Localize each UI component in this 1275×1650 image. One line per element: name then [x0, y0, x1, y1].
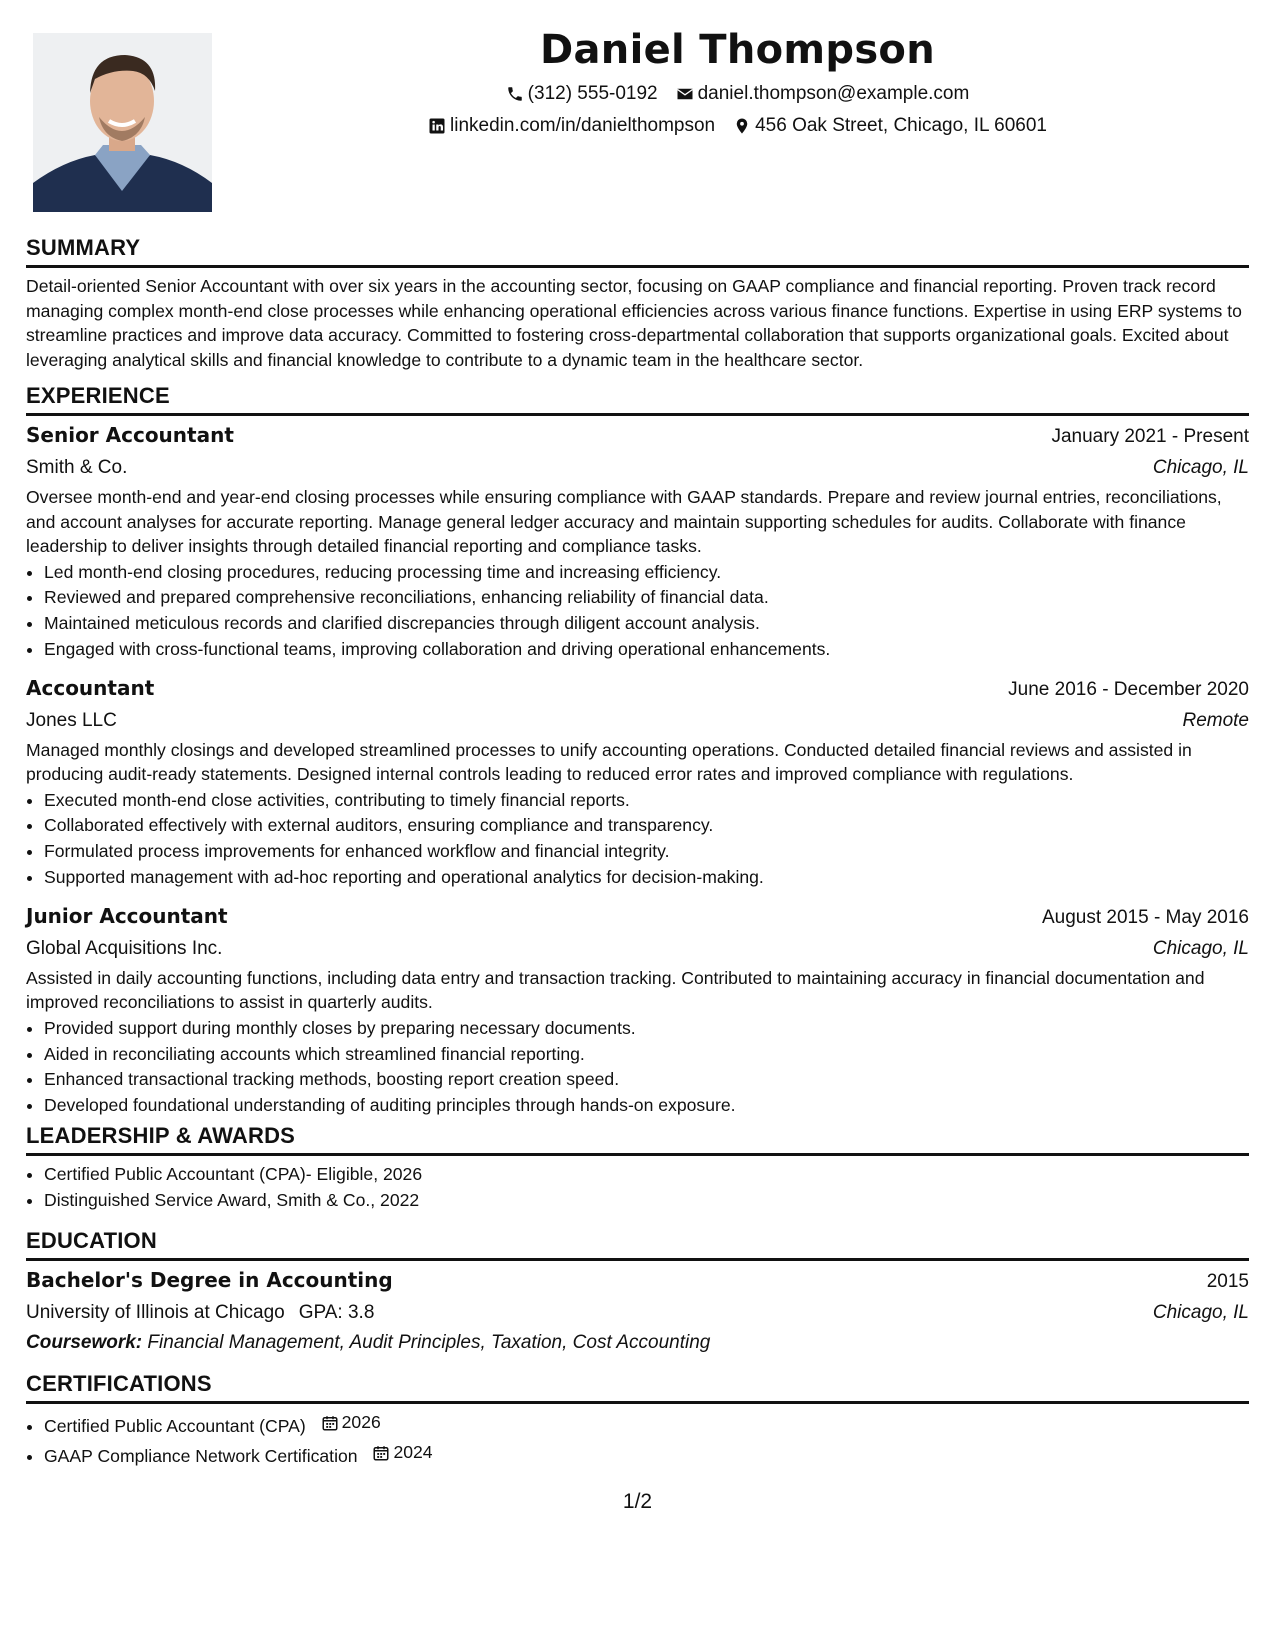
- job-title: Accountant: [26, 675, 155, 700]
- certification-name: GAAP Compliance Network Certification: [44, 1445, 358, 1466]
- job-entry: [26, 420, 1249, 663]
- job-company: Smith & Co.: [26, 457, 128, 478]
- job-header: [26, 901, 1249, 933]
- gpa: GPA: 3.8: [298, 1302, 375, 1323]
- school-name: University of Illinois at Chicago: [26, 1302, 285, 1323]
- experience-title: EXPERIENCE: [26, 382, 1249, 416]
- job-location: Chicago, IL: [1152, 457, 1249, 478]
- coursework-list: Financial Management, Audit Principles, Taxation, Cost Accounting: [147, 1332, 711, 1353]
- list-item: • Executed month-end close activities, contributing to timely financial reports.: [44, 788, 1249, 814]
- certification-year: 2026: [341, 1412, 381, 1432]
- certification-date: [372, 1440, 432, 1466]
- job-dates: January 2021 - Present: [1051, 426, 1249, 447]
- school-location: Chicago, IL: [1152, 1302, 1249, 1323]
- leadership-section: [26, 1122, 1249, 1214]
- leadership-title: LEADERSHIP & AWARDS: [26, 1122, 1249, 1156]
- page-number: 1/2: [622, 1490, 653, 1513]
- job-entry: [26, 673, 1249, 891]
- linkedin-icon: [428, 117, 446, 135]
- resume-page: [26, 0, 1249, 1650]
- job-subheader: [26, 452, 1249, 483]
- list-item: • Developed foundational understanding of auditing principles through hands-on exposure.: [44, 1093, 1249, 1119]
- contact-phone: [506, 78, 658, 110]
- summary-title: SUMMARY: [26, 234, 1249, 268]
- linkedin-text[interactable]: linkedin.com/in/danielthompson: [450, 115, 716, 136]
- leadership-list: [26, 1162, 1249, 1214]
- job-subheader: [26, 933, 1249, 964]
- email-text[interactable]: daniel.thompson@example.com: [697, 83, 970, 104]
- certifications-section: [26, 1370, 1249, 1469]
- certification-name: Certified Public Accountant (CPA): [44, 1415, 306, 1436]
- phone-icon: [506, 85, 524, 103]
- job-description: Managed monthly closings and developed streamlined processes to unify accounting operations. Conducted detailed financial reviews and assisted in producing audit-ready statements. Designed internal controls leading to reduced error rates and improved compliance with regulations.: [26, 739, 1192, 785]
- list-item: • Provided support during monthly closes by preparing necessary documents.: [44, 1016, 1249, 1042]
- contact-line-2: [226, 110, 1249, 142]
- education-title: EDUCATION: [26, 1227, 1249, 1261]
- experience-section: [26, 382, 1249, 1119]
- contact-line-1: [226, 78, 1249, 110]
- list-item: [44, 1440, 1249, 1470]
- job-bullets: [26, 788, 1249, 891]
- certifications-title: CERTIFICATIONS: [26, 1370, 1249, 1404]
- summary-section: [26, 234, 1249, 372]
- list-item: • Aided in reconciliating accounts which streamlined financial reporting.: [44, 1042, 1249, 1068]
- list-item: • Reviewed and prepared comprehensive reconciliations, enhancing reliability of financial data.: [44, 585, 1249, 611]
- job-description: Oversee month-end and year-end closing processes while ensuring compliance with GAAP standards. Prepare and review journal entries, reconciliations, and account analyses for accurate reporting. Manage general ledger accuracy and maintain supporting schedules for audits. Collaborate with finance leadership to deliver insights through detailed financial reporting and compliance tasks.: [26, 487, 1222, 556]
- list-item: • Engaged with cross-functional teams, improving collaboration and driving operational enhancements.: [44, 637, 1249, 663]
- coursework: [26, 1328, 1249, 1357]
- education-header: [26, 1265, 1249, 1297]
- list-item: • Collaborated effectively with external auditors, ensuring compliance and transparency.: [44, 813, 1249, 839]
- job-bullets: [26, 560, 1249, 663]
- location-icon: [733, 117, 751, 135]
- list-item: • Maintained meticulous records and clarified discrepancies through diligent account analysis.: [44, 611, 1249, 637]
- phone-text: (312) 555-0192: [527, 83, 658, 104]
- list-item: • Supported management with ad-hoc reporting and operational analytics for decision-making.: [44, 865, 1249, 891]
- address-text: 456 Oak Street, Chicago, IL 60601: [755, 115, 1047, 136]
- calendar-icon: [321, 1414, 339, 1432]
- job-company: Jones LLC: [26, 709, 117, 731]
- job-header: [26, 673, 1249, 705]
- job-subheader: [26, 705, 1249, 736]
- job-description: Assisted in daily accounting functions, including data entry and transaction tracking. Contributed to maintaining accuracy in financial documentation and improved reconciliations to assist in quarterly audits.: [26, 967, 1205, 1013]
- profile-photo: [33, 33, 212, 212]
- email-icon: [676, 85, 694, 103]
- list-item: • Certified Public Accountant (CPA)- Eligible, 2026: [44, 1162, 1249, 1188]
- graduation-year: 2015: [1206, 1271, 1249, 1292]
- summary-text: Detail-oriented Senior Accountant with over six years in the accounting sector, focusing on GAAP compliance and financial reporting. Proven track record managing complex month-end close processes while enhancing operational efficiencies across various finance functions. Expertise in using ERP systems to streamline practices and improve data accuracy. Committed to fostering cross-departmental collaboration that supports organizational goals. Excited about leveraging analytical skills and financial knowledge to contribute to a dynamic team in the healthcare sector.: [26, 276, 1242, 370]
- certification-year: 2024: [393, 1441, 433, 1462]
- coursework-label: Coursework:: [26, 1332, 143, 1353]
- education-section: [26, 1227, 1249, 1357]
- job-title: Senior Accountant: [26, 423, 234, 447]
- contact-linkedin[interactable]: [428, 110, 715, 142]
- candidate-name: Daniel Thompson: [540, 27, 935, 73]
- header: [226, 22, 1249, 142]
- job-header: [26, 420, 1249, 452]
- education-subheader: [26, 1297, 1249, 1328]
- certification-date: [321, 1410, 381, 1436]
- job-bullets: [26, 1016, 1249, 1119]
- contact-address: [733, 110, 1047, 142]
- job-dates: August 2015 - May 2016: [1041, 906, 1249, 928]
- job-location: Chicago, IL: [1152, 937, 1249, 959]
- job-location: Remote: [1182, 709, 1249, 731]
- job-entry: [26, 901, 1249, 1119]
- list-item: • Enhanced transactional tracking methods, boosting report creation speed.: [44, 1067, 1249, 1093]
- job-title: Junior Accountant: [26, 903, 228, 928]
- school-info: [26, 1297, 374, 1328]
- calendar-icon: [372, 1444, 390, 1462]
- list-item: • Formulated process improvements for enhanced workflow and financial integrity.: [44, 839, 1249, 865]
- list-item: [44, 1410, 1249, 1440]
- list-item: • Led month-end closing procedures, reducing processing time and increasing efficiency.: [44, 560, 1249, 586]
- contact-email[interactable]: [676, 78, 970, 110]
- certifications-list: [26, 1410, 1249, 1469]
- job-company: Global Acquisitions Inc.: [26, 937, 223, 959]
- degree: Bachelor's Degree in Accounting: [26, 1268, 393, 1292]
- job-dates: June 2016 - December 2020: [1008, 678, 1249, 700]
- list-item: • Distinguished Service Award, Smith & Co., 2022: [44, 1188, 1249, 1214]
- profile-photo-illustration: [33, 33, 212, 212]
